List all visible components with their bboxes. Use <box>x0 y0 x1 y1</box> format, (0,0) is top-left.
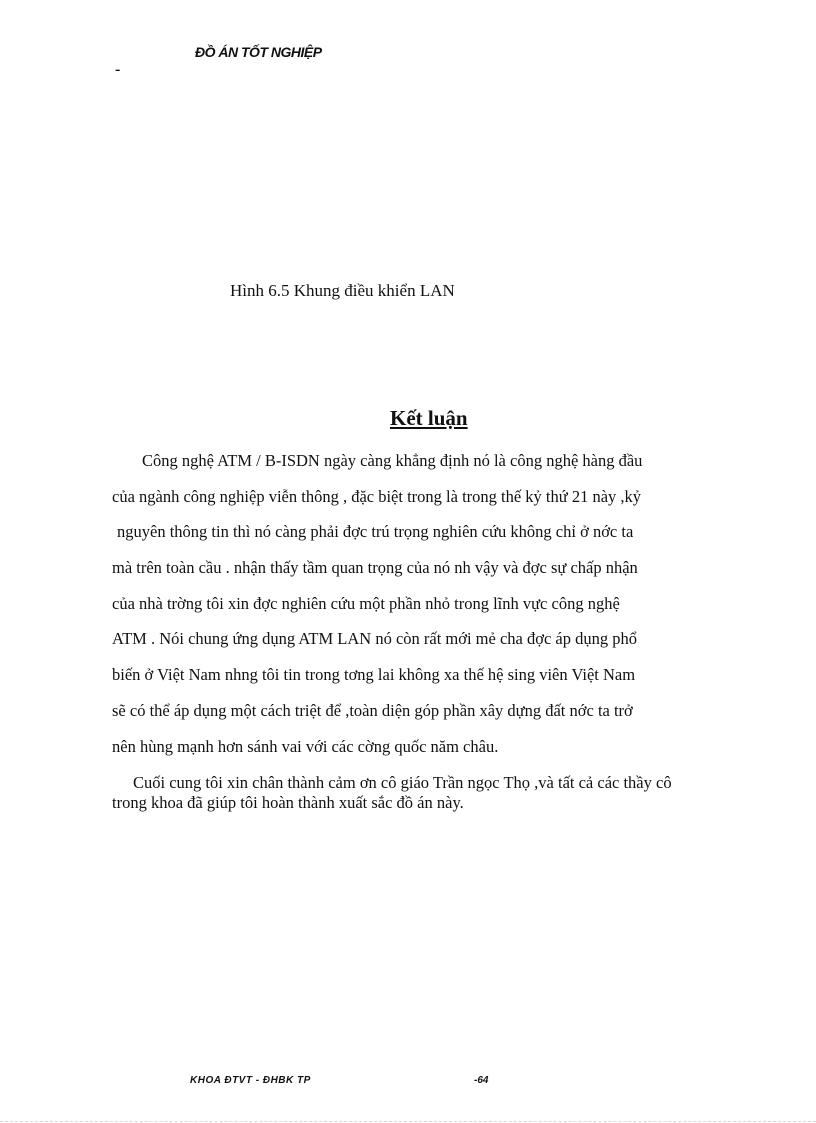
paragraph-line: của ngành công nghiệp viễn thông , đặc biệt trong là trong thế kỷ thứ 21 này ,kỷ <box>112 487 642 506</box>
section-title: Kết luận <box>390 406 468 430</box>
paragraph-line: nguyên thông tin thì nó càng phải đợc trú trọng nghiên cứu không chỉ ở nớc ta <box>117 522 634 541</box>
paragraph-line: nên hùng mạnh hơn sánh vai với các cờng quốc năm châu. <box>112 737 499 756</box>
paragraph-line: biến ở Việt Nam nhng tôi tin trong tơng lai không xa thế hệ sing viên Việt Nam <box>112 665 636 684</box>
paragraph-line: sẽ có thể áp dụng một cách triệt để ,toàn diện góp phần xây dựng đất nớc ta trở <box>112 701 633 720</box>
paragraph-line: Công nghệ ATM / B-ISDN ngày càng khẳng định nó là công nghệ hàng đầu <box>142 451 643 470</box>
paragraph-line: của nhà trờng tôi xin đợc nghiên cứu một phần nhỏ trong lĩnh vực công nghệ <box>112 594 620 613</box>
page-footer-label: KHOA ĐTVT - ĐHBK TP <box>190 1075 311 1086</box>
page-header-title: ĐỒ ÁN TỐT NGHIỆP <box>195 44 322 60</box>
page-number: -64 <box>474 1075 489 1086</box>
page-divider <box>0 1121 816 1122</box>
paragraph-line: ATM . Nói chung ứng dụng ATM LAN nó còn rất mới mẻ cha đợc áp dụng phổ <box>112 629 637 648</box>
closing-line: Cuối cung tôi xin chân thành cảm ơn cô giáo Trần ngọc Thọ ,và tất cả các thầy cô <box>133 773 672 792</box>
paragraph-line: mà trên toàn cầu . nhận thấy tầm quan trọng của nó nh vậy và đợc sự chấp nhận <box>112 558 638 577</box>
closing-line: trong khoa đã giúp tôi hoàn thành xuất sắc đồ án này. <box>112 793 464 812</box>
figure-caption: Hình 6.5 Khung điều khiển LAN <box>230 281 455 300</box>
header-dash: - <box>115 61 121 78</box>
